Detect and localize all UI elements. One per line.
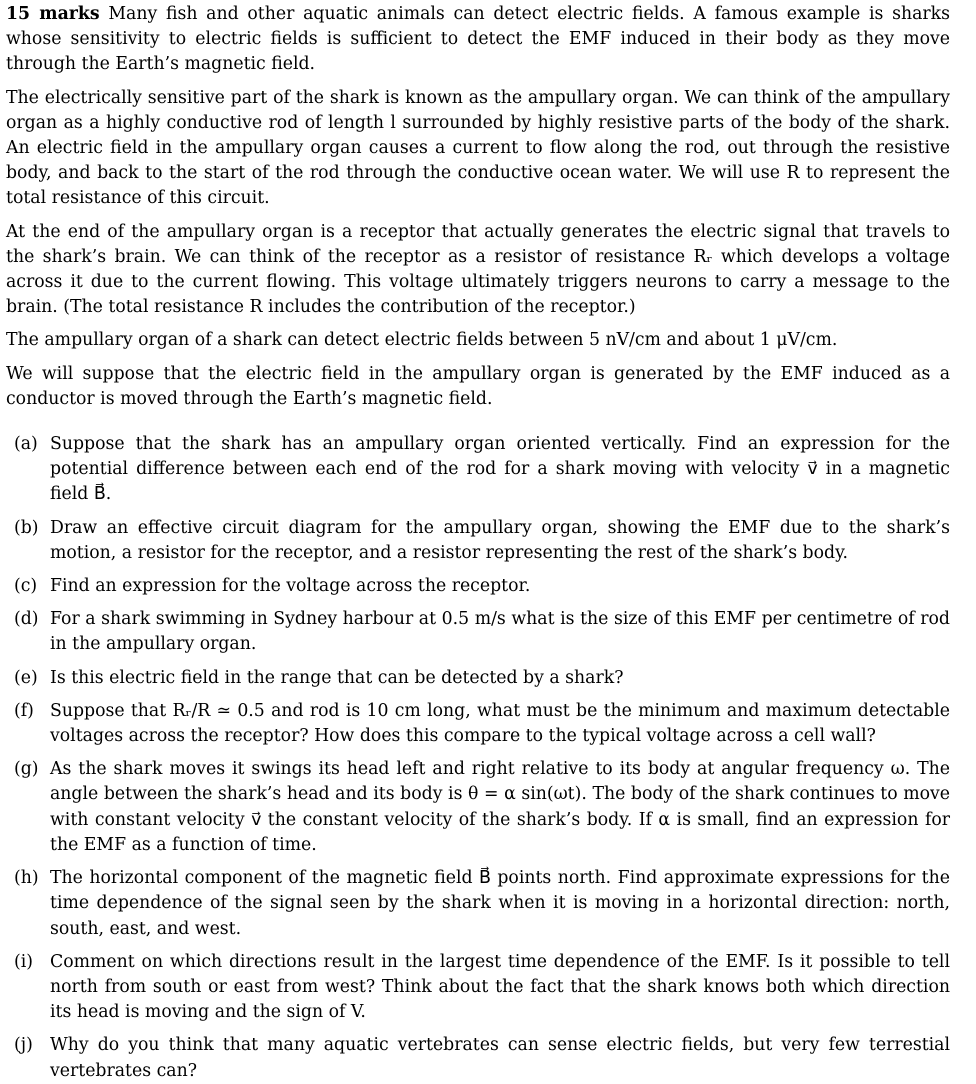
part-label: (d) — [14, 609, 39, 630]
paragraph-ampullary-organ: The electrically sensitive part of the shark is known as the ampullary organ. We can think of the ampullary organ as a highly conductive rod of length l surrounded by highly resistive parts of the body of the shark. An electric field in the ampullary organ causes a current to flow along the rod, out through the resistive body, and back to the start of the rod through the conductive ocean water. We will use R to represent the total resistance of this circuit. — [6, 87, 950, 209]
question-part-e — [6, 666, 950, 691]
part-text: Is this electric field in the range that can be detected by a shark? — [50, 667, 624, 688]
paragraph-receptor: At the end of the ampullary organ is a receptor that actually generates the electric signal that travels to the shark’s brain. We can think of the receptor as a resistor of resistance Rᵣ which develops a voltage across it due to the current flowing. This voltage ultimately triggers neurons to carry a message to the brain. (The total resistance R includes the contribution of the receptor.) — [6, 221, 950, 318]
part-text: Suppose that the shark has an ampullary organ oriented vertically. Find an expression for the potential difference between each end of the rod for a shark moving with velocity v⃗ in a magnetic field B⃗. — [50, 434, 950, 505]
part-text: Why do you think that many aquatic vertebrates can sense electric fields, but very few terrestial vertebrates can? — [50, 1035, 950, 1081]
question-part-c — [6, 574, 950, 599]
question-part-j — [6, 1033, 950, 1083]
part-label: (e) — [14, 667, 38, 688]
part-text: Suppose that Rᵣ/R ≃ 0.5 and rod is 10 cm long, what must be the minimum and maximum detectable voltages across the receptor? How does this compare to the typical voltage across a cell wall? — [50, 700, 950, 747]
part-label: (i) — [14, 951, 34, 972]
part-label: (c) — [14, 576, 38, 597]
part-label: (h) — [14, 868, 39, 889]
part-text: As the shark moves it swings its head left and right relative to its body at angular frequency ω. The angle between the shark’s head and its body is θ = α sin(ωt). The body of the shark continues to move with constant velocity v⃗ the constant velocity of the shark’s body. If α is small, find an expression for the EMF as a function of time. — [50, 759, 950, 855]
part-text: Comment on which directions result in the largest time dependence of the EMF. Is it possible to tell north from south or east from west? Think about the fact that the shark knows both which direction its head is moving and the sign of V. — [50, 951, 950, 1023]
paragraph-assumption: We will suppose that the electric field in the ampullary organ is generated by the EMF induced as a conductor is moved through the Earth’s magnetic field. — [6, 363, 950, 409]
question-part-f — [6, 699, 950, 749]
question-parts-list — [6, 432, 950, 1084]
part-label: (a) — [14, 434, 38, 455]
marks-label: 15 marks — [6, 4, 100, 24]
paragraph-detection-range: The ampullary organ of a shark can detect electric fields between 5 nV/cm and about 1 μV/cm. — [6, 330, 838, 351]
part-text: Draw an effective circuit diagram for the ampullary organ, showing the EMF due to the shark’s motion, a resistor for the receptor, and a resistor representing the rest of the shark’s body. — [50, 517, 950, 563]
part-label: (b) — [14, 517, 39, 538]
part-label: (g) — [14, 759, 39, 780]
part-text: The horizontal component of the magnetic field B⃗ points north. Find approximate expressions for the time dependence of the signal seen by the shark when it is moving in a horizontal direction: north, south, east, and west. — [50, 868, 950, 939]
question-part-g — [6, 757, 950, 858]
question-part-h — [6, 866, 950, 942]
part-text: For a shark swimming in Sydney harbour at 0.5 m/s what is the size of this EMF per centimetre of rod in the ampullary organ. — [50, 609, 950, 655]
intro-paragraph — [6, 2, 950, 78]
question-part-a — [6, 432, 950, 508]
part-label: (j) — [14, 1035, 33, 1056]
question-part-b — [6, 516, 950, 566]
part-text: Find an expression for the voltage across the receptor. — [50, 576, 531, 597]
question-part-d — [6, 607, 950, 657]
intro-text: Many fish and other aquatic animals can detect electric fields. A famous example is sharks whose sensitivity to electric fields is sufficient to detect the EMF induced in their body as they move through the Earth’s magnetic field. — [6, 4, 951, 75]
part-label: (f) — [14, 700, 34, 721]
question-part-i — [6, 950, 950, 1026]
